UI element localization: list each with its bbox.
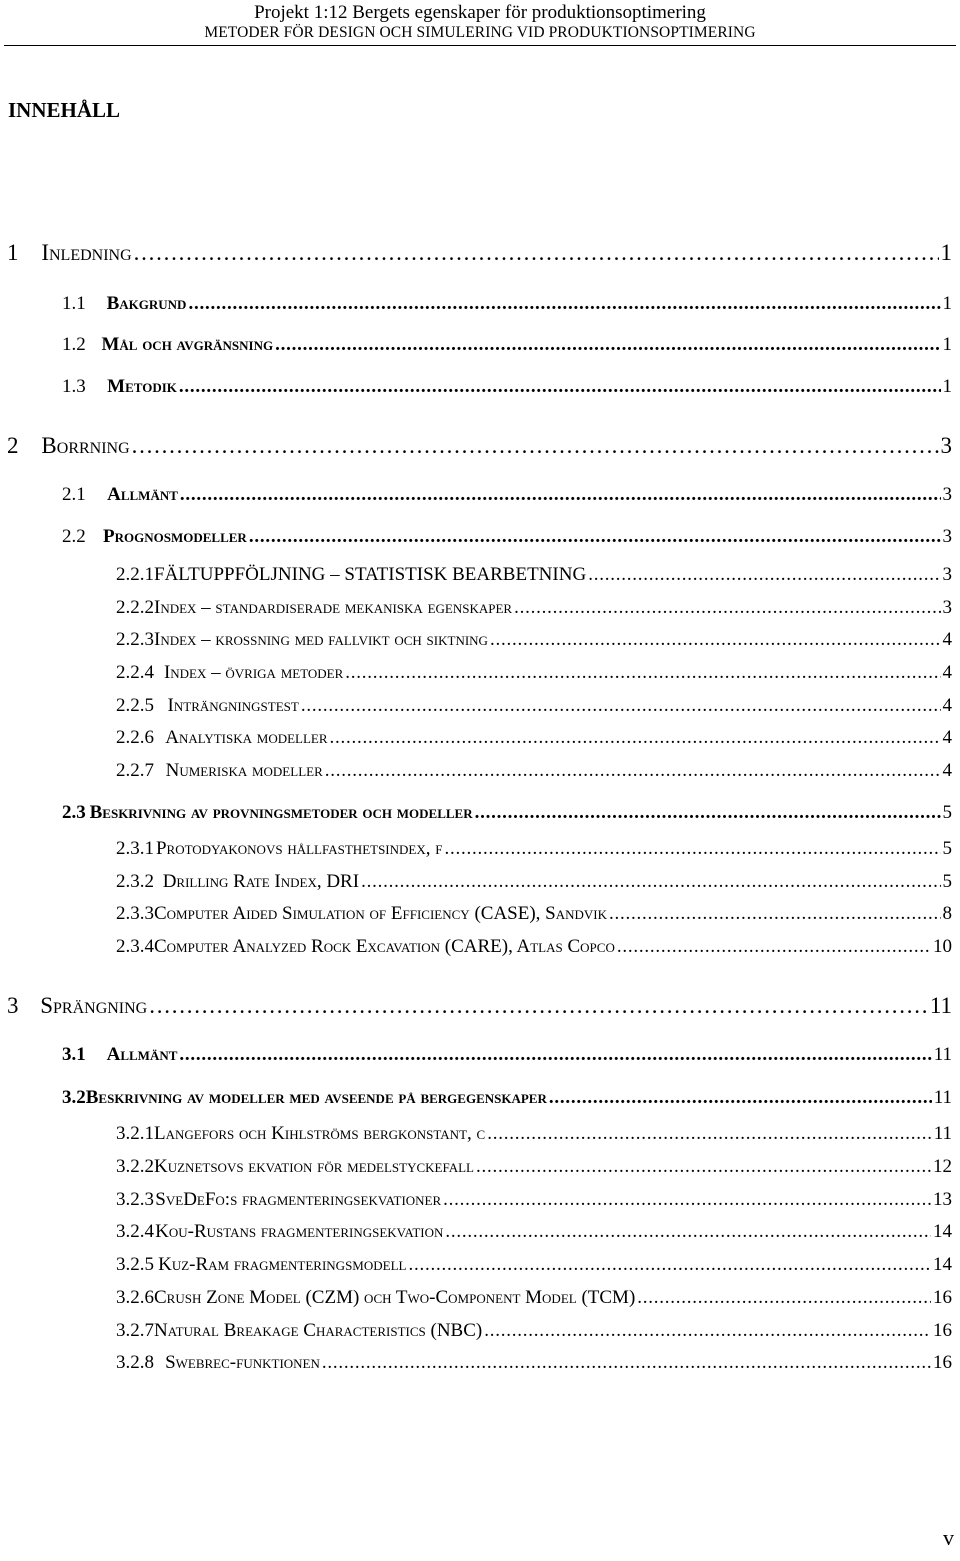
dot-leader: [275, 334, 940, 356]
toc-entry-1-3[interactable]: [62, 376, 952, 398]
toc-entry-page: 3: [942, 564, 952, 585]
toc-entry-3-1[interactable]: [62, 1044, 952, 1066]
toc-entry-3-2-3[interactable]: [116, 1189, 952, 1211]
toc-entry-3-2-7[interactable]: [116, 1320, 952, 1342]
toc-entry-title: Drilling Rate Index, DRI: [162, 871, 360, 892]
toc-entry-page: 4: [942, 727, 952, 748]
toc-entry-page: 11: [933, 1123, 952, 1144]
toc-entry-title: Borrning: [41, 433, 130, 458]
toc-entry-title: Swebrec-funktionen: [165, 1352, 320, 1373]
toc-entry-title: Analytiska modeller: [165, 727, 328, 748]
toc-entry-title: Kou-Rustans fragmenteringsekvation: [155, 1221, 444, 1242]
dot-leader: [445, 1221, 931, 1243]
toc-entry-2-2-5[interactable]: [116, 695, 952, 717]
toc-entry-title: Allmänt: [107, 484, 178, 505]
dot-leader: [330, 727, 941, 749]
toc-entry-number: 1: [7, 240, 19, 265]
toc-entry-2-3-2[interactable]: [116, 871, 952, 893]
toc-entry-3-2-4[interactable]: [116, 1221, 952, 1243]
dot-leader: [549, 1087, 932, 1109]
toc-entry-page: 4: [942, 629, 952, 650]
toc-entry-number: 2.2: [62, 526, 86, 547]
dot-leader: [149, 993, 928, 1019]
toc-entry-title: Metodik: [107, 376, 177, 397]
toc-entry-page: 14: [933, 1254, 952, 1275]
dot-leader: [476, 1156, 931, 1178]
dot-leader: [514, 597, 940, 619]
toc-entry-number: 3.2.3: [116, 1189, 154, 1210]
toc-entry-3-2-5[interactable]: [116, 1254, 952, 1276]
toc-entry-number: 3.2.4: [116, 1221, 154, 1242]
toc-entry-number: 3.2.5: [116, 1254, 154, 1275]
toc-entry-number: 2.2.6: [116, 727, 154, 748]
dot-leader: [475, 802, 941, 824]
toc-entry-title: Numeriska modeller: [165, 760, 323, 781]
toc-entry-number: 1.1: [62, 293, 86, 314]
dot-leader: [322, 1352, 931, 1374]
dot-leader: [301, 695, 941, 717]
toc-entry-3-2-2[interactable]: [116, 1156, 952, 1178]
dot-leader: [588, 564, 940, 586]
toc-entry-page: 16: [933, 1352, 952, 1373]
toc-entry-2-2-6[interactable]: [116, 727, 952, 749]
toc-entry-title: Natural Breakage Characteristics (NBC): [154, 1320, 483, 1341]
dot-leader: [325, 760, 941, 782]
toc-entry-title: SveDeFo:s fragmenteringsekvationer: [155, 1189, 442, 1210]
dot-leader: [490, 629, 941, 651]
toc-entry-page: 3: [942, 484, 952, 505]
dot-leader: [179, 1044, 931, 1066]
toc-entry-title: Beskrivning av provningsmetoder och modeller: [89, 802, 473, 823]
toc-entry-title: Computer Aided Simulation of Efficiency (CASE), Sandvik: [154, 903, 607, 924]
toc-entry-2-2-2[interactable]: [116, 597, 952, 619]
header-project-title: Projekt 1:12 Bergets egenskaper för produktionsoptimering: [254, 2, 706, 23]
toc-entry-2-3-3[interactable]: [116, 903, 952, 925]
toc-entry-number: 3.2.8: [116, 1352, 154, 1373]
toc-entry-title: Allmänt: [106, 1044, 178, 1065]
header-report-title: METODER FÖR DESIGN OCH SIMULERING VID PRODUKTIONSOPTIMERING: [204, 24, 756, 41]
toc-entry-number: 2.3.4: [116, 936, 154, 957]
toc-entry-number: 2.3.2: [116, 871, 154, 892]
toc-entry-number: 2.2.5: [116, 695, 154, 716]
toc-entry-page: 13: [933, 1189, 952, 1210]
dot-leader: [249, 526, 941, 548]
toc-entry-2-2-4[interactable]: [116, 662, 952, 684]
dot-leader: [609, 903, 941, 925]
dot-leader: [361, 871, 940, 893]
toc-entry-number: 3.2.7: [116, 1320, 154, 1341]
dot-leader: [345, 662, 940, 684]
toc-entry-title: Index – standardiserade mekaniska egenskaper: [154, 597, 513, 618]
toc-entry-3-2-1[interactable]: [116, 1123, 952, 1145]
toc-entry-2[interactable]: [7, 433, 952, 459]
toc-entry-number: 3.1: [62, 1044, 86, 1065]
toc-entry-page: 1: [942, 376, 952, 397]
toc-entry-page: 3: [942, 526, 952, 547]
toc-entry-number: 1.3: [62, 376, 86, 397]
toc-entry-3-2-8[interactable]: [116, 1352, 952, 1374]
toc-entry-page: 1: [942, 293, 952, 314]
toc-entry-2-2-3[interactable]: [116, 629, 952, 651]
toc-entry-page: 5: [942, 802, 952, 823]
toc-entry-2-3[interactable]: [62, 802, 952, 824]
toc-entry-3-2-6[interactable]: [116, 1287, 952, 1309]
toc-entry-page: 3: [940, 433, 952, 458]
toc-entry-title: Bakgrund: [106, 293, 187, 314]
toc-entry-title: Index – övriga metoder: [163, 662, 344, 683]
dot-leader: [444, 838, 940, 860]
toc-entry-number: 3.2.1: [116, 1123, 154, 1144]
toc-entry-page: 5: [942, 838, 952, 859]
toc-entry-number: 2.2.2: [116, 597, 154, 618]
toc-entry-page: 1: [942, 334, 952, 355]
dot-leader: [188, 293, 940, 315]
toc-entry-page: 11: [933, 1087, 952, 1108]
toc-entry-1[interactable]: [7, 240, 952, 266]
toc-entry-title: Protodyakonovs hållfasthetsindex, f: [155, 838, 443, 859]
toc-entry-number: 2.3.3: [116, 903, 154, 924]
toc-entry-title: Inträngningstest: [167, 695, 299, 716]
toc-entry-title: Sprängning: [40, 993, 148, 1018]
toc-entry-page: 5: [942, 871, 952, 892]
toc-entry-page: 8: [942, 903, 952, 924]
toc-entry-3-2[interactable]: [62, 1087, 952, 1109]
toc-entry-page: 16: [933, 1320, 952, 1341]
toc-entry-title: Beskrivning av modeller med avseende på bergegenskaper: [85, 1087, 547, 1108]
toc-heading: INNEHÅLL: [8, 98, 121, 122]
toc-entry-title: Kuznetsovs ekvation för medelstyckefall: [154, 1156, 474, 1177]
toc-entry-title: Kuz-Ram fragmenteringsmodell: [158, 1254, 407, 1275]
toc-entry-2-2-7[interactable]: [116, 760, 952, 782]
toc-entry-page: 4: [942, 695, 952, 716]
dot-leader: [487, 1123, 932, 1145]
toc-entry-number: 3.2.6: [116, 1287, 154, 1308]
toc-entry-1-1[interactable]: [62, 293, 952, 315]
toc-entry-number: 2.2.1: [116, 564, 154, 585]
header-rule: [4, 45, 956, 46]
toc-entry-page: 11: [929, 993, 952, 1018]
toc-entry-number: 2.3.1: [116, 838, 154, 859]
toc-entry-3[interactable]: [7, 993, 952, 1019]
toc-entry-page: 10: [933, 936, 952, 957]
toc-entry-title: FÄLTUPPFÖLJNING – STATISTISK BEARBETNING: [154, 564, 587, 585]
toc-entry-page: 16: [933, 1287, 952, 1308]
page-number: v: [943, 1525, 954, 1550]
toc-entry-number: 3: [7, 993, 19, 1018]
dot-leader: [443, 1189, 931, 1211]
toc-entry-number: 2.1: [62, 484, 86, 505]
dot-leader: [617, 936, 931, 958]
toc-entry-number: 3.2.2: [116, 1156, 154, 1177]
dot-leader: [134, 240, 939, 266]
toc-entry-title: Inledning: [41, 240, 132, 265]
toc-entry-page: 4: [942, 662, 952, 683]
toc-entry-number: 3.2: [62, 1087, 86, 1108]
toc-entry-2-1[interactable]: [62, 484, 952, 506]
toc-entry-number: 2.2.7: [116, 760, 154, 781]
toc-entry-1-2[interactable]: [62, 334, 952, 356]
toc-entry-page: 4: [942, 760, 952, 781]
toc-entry-page: 12: [933, 1156, 952, 1177]
toc-entry-number: 2.3: [62, 802, 86, 823]
dot-leader: [637, 1287, 931, 1309]
toc-entry-title: Mål och avgränsning: [101, 334, 274, 355]
toc-entry-number: 1.2: [62, 334, 86, 355]
toc-entry-number: 2.2.4: [116, 662, 154, 683]
toc-entry-2-2-1[interactable]: [116, 564, 952, 586]
toc-entry-title: Prognosmodeller: [103, 526, 247, 547]
dot-leader: [180, 484, 941, 506]
toc-entry-2-2[interactable]: [62, 526, 952, 548]
toc-entry-page: 11: [933, 1044, 952, 1065]
toc-entry-2-3-4[interactable]: [116, 936, 952, 958]
toc-entry-2-3-1[interactable]: [116, 838, 952, 860]
toc-entry-page: 14: [933, 1221, 952, 1242]
dot-leader: [484, 1320, 931, 1342]
toc-entry-number: 2: [7, 433, 19, 458]
toc-entry-page: 1: [940, 240, 952, 265]
toc-entry-number: 2.2.3: [116, 629, 154, 650]
dot-leader: [132, 433, 939, 459]
toc-entry-title: Langefors och Kihlströms bergkonstant, c: [154, 1123, 486, 1144]
toc-entry-title: Index – krossning med fallvikt och siktning: [154, 629, 488, 650]
dot-leader: [408, 1254, 931, 1276]
toc-entry-title: Crush Zone Model (CZM) och Two-Component Model (TCM): [154, 1287, 636, 1308]
dot-leader: [179, 376, 941, 398]
toc-entry-page: 3: [942, 597, 952, 618]
toc-entry-title: Computer Analyzed Rock Excavation (CARE), Atlas Copco: [154, 936, 615, 957]
